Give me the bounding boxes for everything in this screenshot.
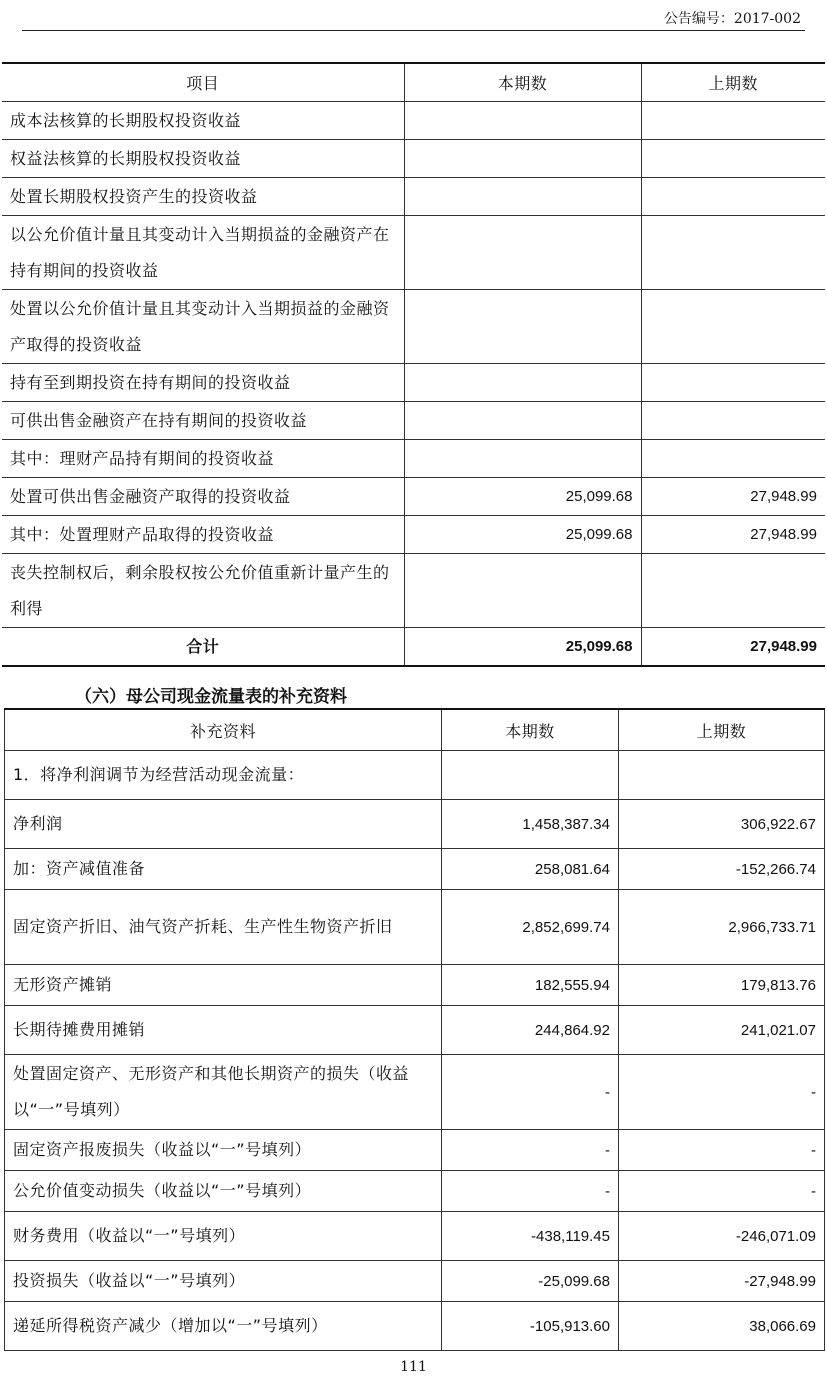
total-row [2,628,825,667]
row-label: 财务费用（收益以“一”号填列） [5,1212,442,1261]
prior-value: 306,922.67 [619,800,825,849]
current-value: -25,099.68 [442,1261,619,1302]
table-row [5,1261,825,1302]
table-row [5,1171,825,1212]
column-header-item: 项目 [2,63,404,102]
current-value: 1,458,387.34 [442,800,619,849]
table-row [5,1302,825,1351]
current-value [442,751,619,800]
prior-value [641,440,825,478]
row-label: 以公允价值计量且其变动计入当期损益的金融资产在持有期间的投资收益 [2,216,404,290]
page-number: 111 [400,1359,427,1375]
row-label: 可供出售金融资产在持有期间的投资收益 [2,402,404,440]
current-value: 258,081.64 [442,849,619,890]
table-header-row [5,709,825,751]
prior-value: - [619,1055,825,1130]
row-label: 公允价值变动损失（收益以“一”号填列） [5,1171,442,1212]
table-header-row [2,63,825,102]
prior-value: -246,071.09 [619,1212,825,1261]
column-header-prior: 上期数 [619,709,825,751]
current-value [404,440,641,478]
column-header-current: 本期数 [404,63,641,102]
table-row [5,965,825,1006]
prior-value: 38,066.69 [619,1302,825,1351]
prior-value: -27,948.99 [619,1261,825,1302]
row-label: 长期待摊费用摊销 [5,1006,442,1055]
prior-value: - [619,1171,825,1212]
table-row [5,800,825,849]
table-row [5,1006,825,1055]
table-row [5,1055,825,1130]
row-label: 1．将净利润调节为经营活动现金流量： [5,751,442,800]
row-label: 处置长期股权投资产生的投资收益 [2,178,404,216]
current-value [404,102,641,140]
prior-value: 27,948.99 [641,478,825,516]
row-label: 固定资产报废损失（收益以“一”号填列） [5,1130,442,1171]
row-label: 持有至到期投资在持有期间的投资收益 [2,364,404,402]
current-value: - [442,1171,619,1212]
current-value [404,364,641,402]
table-row [2,102,825,140]
current-value: - [442,1055,619,1130]
current-value [404,140,641,178]
total-prior: 27,948.99 [641,628,825,667]
column-header-current: 本期数 [442,709,619,751]
current-value: 25,099.68 [404,516,641,554]
prior-value [641,178,825,216]
column-header-prior: 上期数 [641,63,825,102]
row-label: 丧失控制权后，剩余股权按公允价值重新计量产生的利得 [2,554,404,628]
table-row [2,140,825,178]
table-row [2,402,825,440]
table-row [2,364,825,402]
current-value [404,178,641,216]
current-value: -438,119.45 [442,1212,619,1261]
current-value: 2,852,699.74 [442,890,619,965]
row-label: 加：资产减值准备 [5,849,442,890]
row-label: 净利润 [5,800,442,849]
row-label: 无形资产摊销 [5,965,442,1006]
total-current: 25,099.68 [404,628,641,667]
prior-value: 179,813.76 [619,965,825,1006]
announcement-code: 公告编号：2017-002 [663,11,801,27]
current-value: - [442,1130,619,1171]
prior-value [641,140,825,178]
current-value [404,554,641,628]
table-row [5,890,825,965]
prior-value: -152,266.74 [619,849,825,890]
prior-value [641,102,825,140]
current-value: 244,864.92 [442,1006,619,1055]
prior-value [619,751,825,800]
prior-value: 2,966,733.71 [619,890,825,965]
table-row [2,516,825,554]
current-value [404,402,641,440]
row-label: 其中：处置理财产品取得的投资收益 [2,516,404,554]
table-row [5,1212,825,1261]
current-value: 25,099.68 [404,478,641,516]
investment-income-table [2,62,825,667]
table-row [2,216,825,290]
table-row [5,1130,825,1171]
section-title: （六）母公司现金流量表的补充资料 [75,687,347,707]
row-label: 其中：理财产品持有期间的投资收益 [2,440,404,478]
table-row [2,440,825,478]
row-label: 处置可供出售金融资产取得的投资收益 [2,478,404,516]
row-label: 权益法核算的长期股权投资收益 [2,140,404,178]
prior-value: - [619,1130,825,1171]
table-row [2,290,825,364]
column-header-item: 补充资料 [5,709,442,751]
prior-value: 27,948.99 [641,516,825,554]
total-label: 合计 [2,628,404,667]
header-rule [22,30,805,31]
prior-value [641,290,825,364]
current-value [404,290,641,364]
current-value: 182,555.94 [442,965,619,1006]
cash-flow-supplement-table [4,708,825,1351]
row-label: 处置以公允价值计量且其变动计入当期损益的金融资产取得的投资收益 [2,290,404,364]
table-row [2,554,825,628]
row-label: 成本法核算的长期股权投资收益 [2,102,404,140]
row-label: 固定资产折旧、油气资产折耗、生产性生物资产折旧 [5,890,442,965]
current-value: -105,913.60 [442,1302,619,1351]
prior-value [641,364,825,402]
table-row [2,178,825,216]
row-label: 投资损失（收益以“一”号填列） [5,1261,442,1302]
table-row [5,849,825,890]
prior-value [641,402,825,440]
table-row [2,478,825,516]
prior-value [641,554,825,628]
row-label: 处置固定资产、无形资产和其他长期资产的损失（收益以“一”号填列） [5,1055,442,1130]
prior-value [641,216,825,290]
table-row [5,751,825,800]
row-label: 递延所得税资产减少（增加以“一”号填列） [5,1302,442,1351]
prior-value: 241,021.07 [619,1006,825,1055]
current-value [404,216,641,290]
